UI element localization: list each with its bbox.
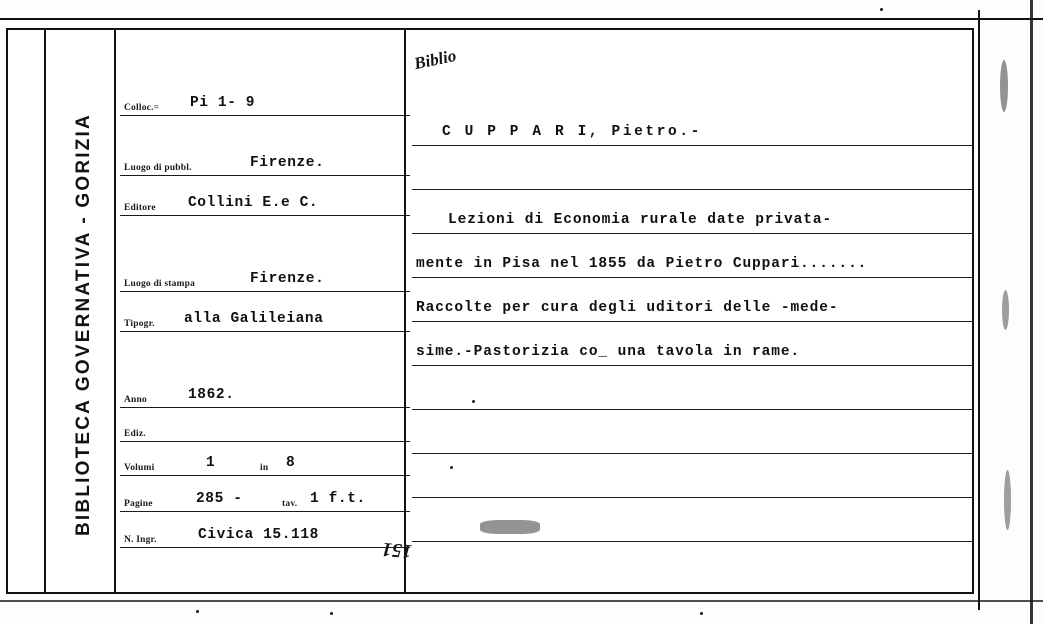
field-row-collocazione[interactable]: [120, 86, 410, 116]
description-line[interactable]: [412, 366, 972, 410]
description-line[interactable]: [412, 146, 972, 190]
field-row-editore[interactable]: [120, 186, 410, 216]
field-value-collocazione: Pi 1- 9: [190, 95, 256, 111]
scan-speck-4: [880, 8, 883, 11]
field-value-volumi-formato: 8: [286, 455, 296, 471]
field-row-pagine[interactable]: [120, 482, 410, 512]
scan-edge-top: [0, 18, 1043, 20]
field-value-pagine: 285 -: [196, 491, 243, 507]
description-column: [412, 30, 972, 592]
field-label-collocazione: Colloc.=: [124, 103, 160, 113]
description-line[interactable]: [412, 322, 972, 366]
field-value-tavole: 1 f.t.: [310, 491, 366, 507]
description-line[interactable]: [412, 410, 972, 454]
scan-speck-3: [700, 612, 703, 615]
card-rule-field-column: [114, 30, 116, 592]
field-value-editore: Collini E.e C.: [188, 195, 319, 211]
card-rule-left-spine: [44, 30, 46, 592]
description-text-title-1: Lezioni di Economia rurale date privata-: [448, 212, 833, 228]
field-label-anno: Anno: [124, 395, 147, 405]
field-row-anno[interactable]: [120, 378, 410, 408]
description-line[interactable]: [412, 498, 972, 542]
scan-edge-right: [978, 10, 980, 610]
field-label-volumi: Volumi: [124, 463, 155, 473]
description-text-title-4: sime.-Pastorizia co_ una tavola in rame.: [416, 344, 801, 360]
scan-edge-bottom: [0, 600, 1043, 602]
description-text-title-2: mente in Pisa nel 1855 da Pietro Cuppari.......: [416, 256, 868, 272]
field-row-tipografia[interactable]: [120, 302, 410, 332]
field-value-volumi: 1: [206, 455, 216, 471]
description-line[interactable]: [412, 454, 972, 498]
field-value-luogo-stampa: Firenze.: [250, 271, 325, 287]
scan-artifact-right-mark-3: [1004, 470, 1011, 530]
scan-speck-2: [196, 610, 199, 613]
description-text-title-3: Raccolte per cura degli uditori delle -mede-: [416, 300, 839, 316]
ink-dot-1: [472, 400, 475, 403]
field-label-luogo-stampa: Luogo di stampa: [124, 279, 196, 289]
field-label-tavole: tav.: [282, 499, 298, 509]
scan-artifact-right-mark-2: [1002, 290, 1009, 330]
field-value-tipografia: alla Galileiana: [184, 311, 324, 327]
field-label-edizione: Ediz.: [124, 429, 146, 439]
field-label-pagine: Pagine: [124, 499, 153, 509]
description-line[interactable]: [412, 190, 972, 234]
field-label-volumi-formato: in: [260, 463, 269, 473]
field-label-tipografia: Tipogr.: [124, 319, 155, 329]
field-row-edizione[interactable]: [120, 412, 410, 442]
field-row-volumi[interactable]: [120, 446, 410, 476]
catalogue-card: [6, 28, 974, 594]
ink-smudge-bottom: [480, 520, 540, 534]
handwritten-number-bottom: 151: [381, 537, 413, 563]
field-label-luogo-pubblicazione: Luogo di pubbl.: [124, 163, 192, 173]
field-value-numero-ingresso: Civica 15.118: [198, 527, 319, 543]
field-row-numero-ingresso[interactable]: [120, 518, 410, 548]
description-line[interactable]: [412, 234, 972, 278]
description-line[interactable]: [412, 102, 972, 146]
field-label-editore: Editore: [124, 203, 156, 213]
field-value-luogo-pubblicazione: Firenze.: [250, 155, 325, 171]
ink-dot-2: [450, 466, 453, 469]
field-row-luogo-stampa[interactable]: [120, 262, 410, 292]
field-value-anno: 1862.: [188, 387, 235, 403]
scan-speck-1: [330, 612, 333, 615]
description-text-author: C U P P A R I, Pietro.-: [442, 124, 702, 140]
scan-artifact-right-mark-1: [1000, 60, 1008, 112]
description-line[interactable]: [412, 278, 972, 322]
field-row-luogo-pubblicazione[interactable]: [120, 146, 410, 176]
left-field-column: [120, 30, 458, 592]
field-label-numero-ingresso: N. Ingr.: [124, 535, 157, 545]
scan-edge-right-outer: [1030, 0, 1033, 624]
handwritten-annotation-collocazione: Biblio: [412, 45, 458, 74]
library-name-stamp: BIBLIOTECA GOVERNATIVA - GORIZIA: [73, 113, 94, 537]
